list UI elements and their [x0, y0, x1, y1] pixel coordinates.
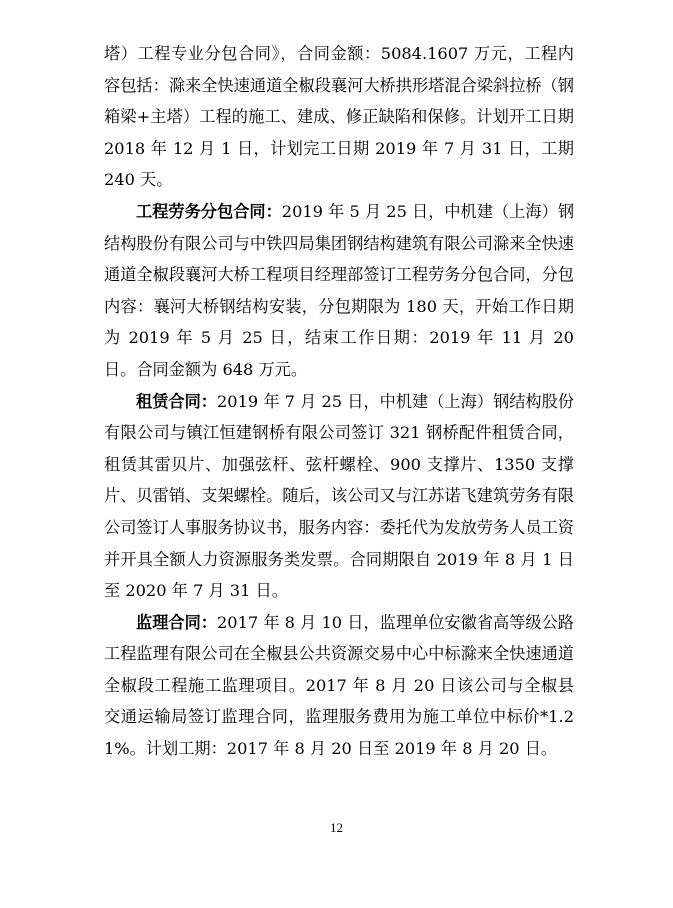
page-number: 12 — [330, 820, 343, 835]
paragraph-lease-contract — [104, 386, 574, 607]
body-text — [104, 38, 574, 765]
paragraph-body: 2019 年 5 月 25 日，中机建（上海）钢结构股份有限公司与中铁四局集团钢结构建筑有限公司滁来全快速通道全椒段襄河大桥工程项目经理部签订工程劳务分包合同，分包内容：襄河大桥钢结构安装，分包期限为 180 天，开始工作日期为 2019 年 5 月 25 日，结束工作日期：2019 年 11 月 20 日。合同金额为 648 万元。 — [104, 201, 575, 379]
paragraph-labor-subcontract — [104, 196, 574, 386]
paragraph-body: 2019 年 7 月 25 日，中机建（上海）钢结构股份有限公司与镇江恒建钢桥有限公司签订 321 钢桥配件租赁合同，租赁其雷贝片、加强弦杆、弦杆螺栓、900 支撑片、1350 支撑片、贝雷销、支架螺栓。随后，该公司又与江苏诺飞建筑劳务有限公司签订人事服务协议书，服务内容：委托代为发放劳务人员工资并开具全额人力资源服务类发票。合同期限自 2019 年 8 月 1 日至 2020 年 7 月 31 日。 — [104, 391, 574, 601]
paragraph-lead: 工程劳务分包合同： — [136, 201, 282, 221]
paragraph-construction-subcontract — [104, 38, 574, 196]
paragraph-body: 塔）工程专业分包合同》，合同金额：5084.1607 万元，工程内容包括：滁来全快速通道全椒段襄河大桥拱形塔混合梁斜拉桥（钢箱梁+主塔）工程的施工、建成、修正缺陷和保修。计划开工日期 2018 年 12 月 1 日，计划完工日期 2019 年 7 月 31 日，工期 240 天。 — [104, 44, 574, 190]
paragraph-lead: 租赁合同： — [136, 391, 217, 411]
paragraph-lead: 监理合同： — [136, 612, 217, 632]
paragraph-body: 2017 年 8 月 10 日，监理单位安徽省高等级公路工程监理有限公司在全椒县公共资源交易中心中标滁来全快速通道全椒段工程施工监理项目。2017 年 8 月 20 日该公司与全椒县交通运输局签订监理合同，监理服务费用为施工单位中标价*1.21%。计划工期：2017 年 8 月 20 日至 2019 年 8 月 20 日。 — [104, 612, 574, 759]
paragraph-supervision-contract — [104, 607, 574, 765]
